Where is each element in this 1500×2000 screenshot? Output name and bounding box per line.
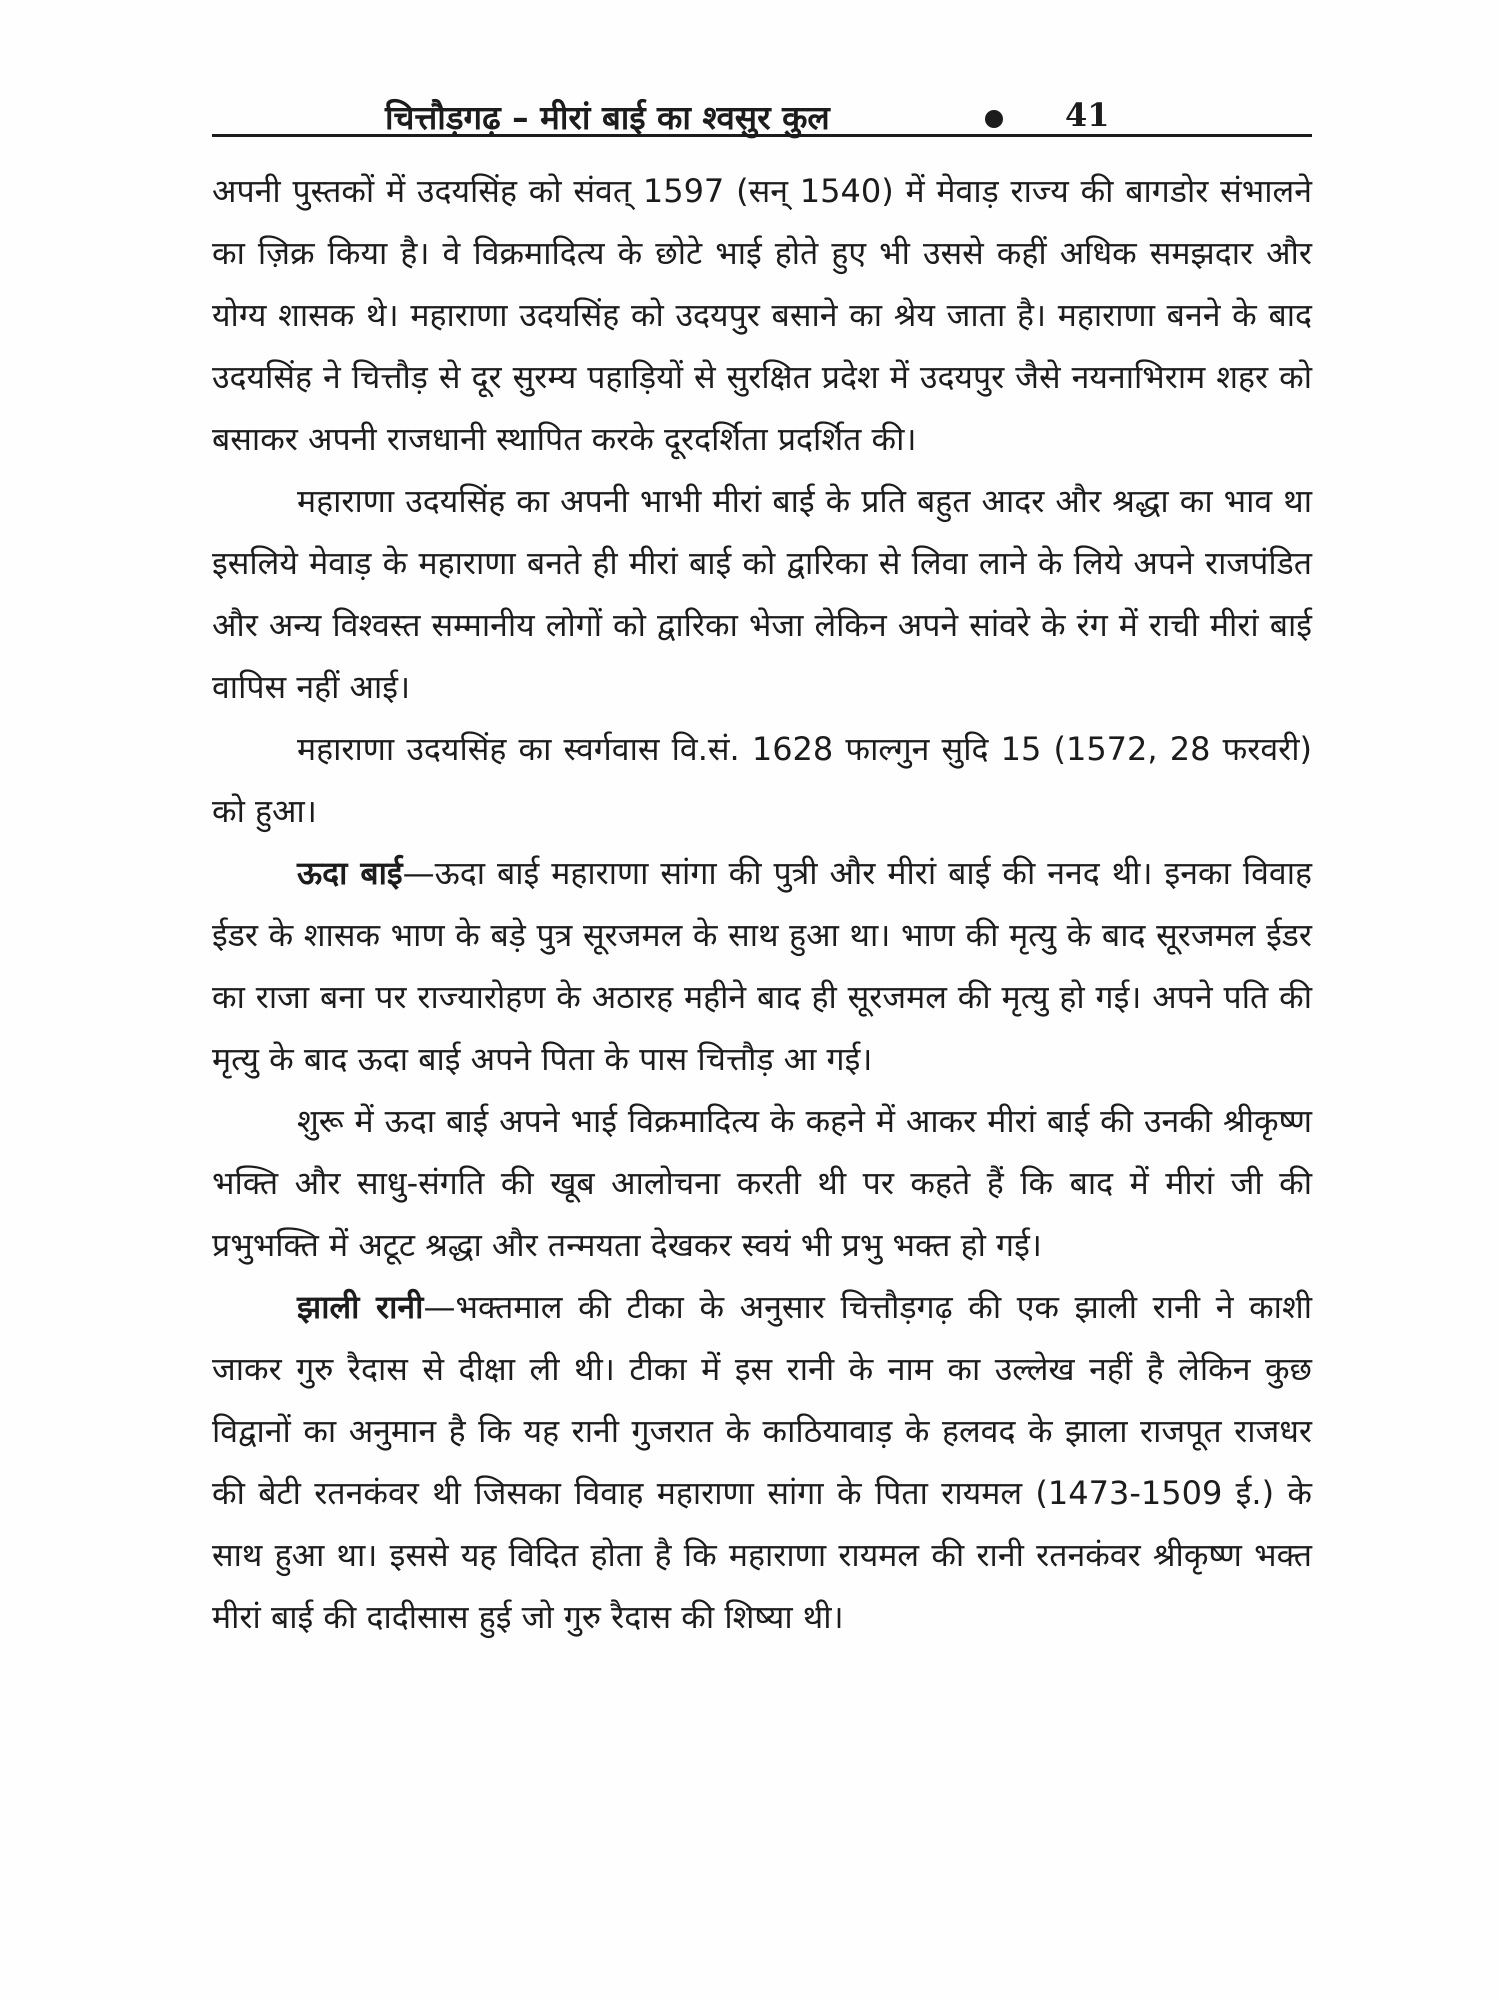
paragraph-jhali-rani-text: —भक्तमाल की टीका के अनुसार चित्तौड़गढ़ की एक झाली रानी ने काशी जाकर गुरु रैदास से दीक्षा ली थी। टीका में इस रानी के नाम का उल्लेख नहीं है लेकिन कुछ विद्वानों का अनुमान है कि यह रानी गुजरात के काठियावाड़ के हलवद के झाला राजपूत राजधर की बेटी रतनकंवर थी जिसका विवाह महाराणा सांगा के पिता रायमल (1473-1509 ई.) के साथ हुआ था। इससे यह विदित होता है कि महाराणा रायमल की रानी रतनकंवर श्रीकृष्ण भक्त मीरां बाई की दादीसास हुई जो गुरु रैदास की शिष्या थी। — [212, 1288, 1312, 1636]
paragraph-uda-bai-text: —ऊदा बाई महाराणा सांगा की पुत्री और मीरां बाई की ननद थी। इनका विवाह ईडर के शासक भाण के बड़े पुत्र सूरजमल के साथ हुआ था। भाण की मृत्यु के बाद सूरजमल ईडर का राजा बना पर राज्यारोहण के अठारह महीने बाद ही सूरजमल की मृत्यु हो गई। अपने पति की मृत्यु के बाद ऊदा बाई अपने पिता के पास चित्तौड़ आ गई। — [212, 854, 1312, 1078]
paragraph-jhali-rani — [212, 1276, 1312, 1648]
paragraph-5 — [212, 1090, 1312, 1276]
paragraph-5-text: शुरू में ऊदा बाई अपने भाई विक्रमादित्य के कहने में आकर मीरां बाई की उनकी श्रीकृष्ण भक्ति और साधु-संगति की खूब आलोचना करती थी पर कहते हैं कि बाद में मीरां जी की प्रभुभक्ति में अटूट श्रद्धा और तन्मयता देखकर स्वयं भी प्रभु भक्त हो गई। — [212, 1102, 1312, 1264]
paragraph-2 — [212, 470, 1312, 718]
paragraph-1 — [212, 160, 1312, 470]
paragraph-uda-bai — [212, 842, 1312, 1090]
running-title: चित्तौड़गढ़ – मीरां बाई का श्वसुर कुल — [385, 98, 830, 137]
term-jhali-rani: झाली रानी — [297, 1288, 424, 1326]
term-uda-bai: ऊदा बाई — [297, 854, 403, 892]
paragraph-2-text: महाराणा उदयसिंह का अपनी भाभी मीरां बाई के प्रति बहुत आदर और श्रद्धा का भाव था इसलिये मेवाड़ के महाराणा बनते ही मीरां बाई को द्वारिका से लिवा लाने के लिये अपने राजपंडित और अन्य विश्वस्त सम्मानीय लोगों को द्वारिका भेजा लेकिन अपने सांवरे के रंग में राची मीरां बाई वापिस नहीं आई। — [212, 482, 1312, 706]
body-text — [212, 160, 1312, 1648]
bullet-dot — [985, 110, 1003, 128]
header-rule — [212, 134, 1312, 137]
paragraph-1-text: अपनी पुस्तकों में उदयसिंह को संवत् 1597 (सन् 1540) में मेवाड़ राज्य की बागडोर संभालने का ज़िक्र किया है। वे विक्रमादित्य के छोटे भाई होते हुए भी उससे कहीं अधिक समझदार और योग्य शासक थे। महाराणा उदयसिंह को उदयपुर बसाने का श्रेय जाता है। महाराणा बनने के बाद उदयसिंह ने चित्तौड़ से दूर सुरम्य पहाड़ियों से सुरक्षित प्रदेश में उदयपुर जैसे नयनाभिराम शहर को बसाकर अपनी राजधानी स्थापित करके दूरदर्शिता प्रदर्शित की। — [212, 172, 1312, 458]
page-number: 41 — [1065, 96, 1110, 134]
paragraph-3-text: महाराणा उदयसिंह का स्वर्गवास वि.सं. 1628 फाल्गुन सुदि 15 (1572, 28 फरवरी) को हुआ। — [212, 730, 1312, 830]
paragraph-3 — [212, 718, 1312, 842]
